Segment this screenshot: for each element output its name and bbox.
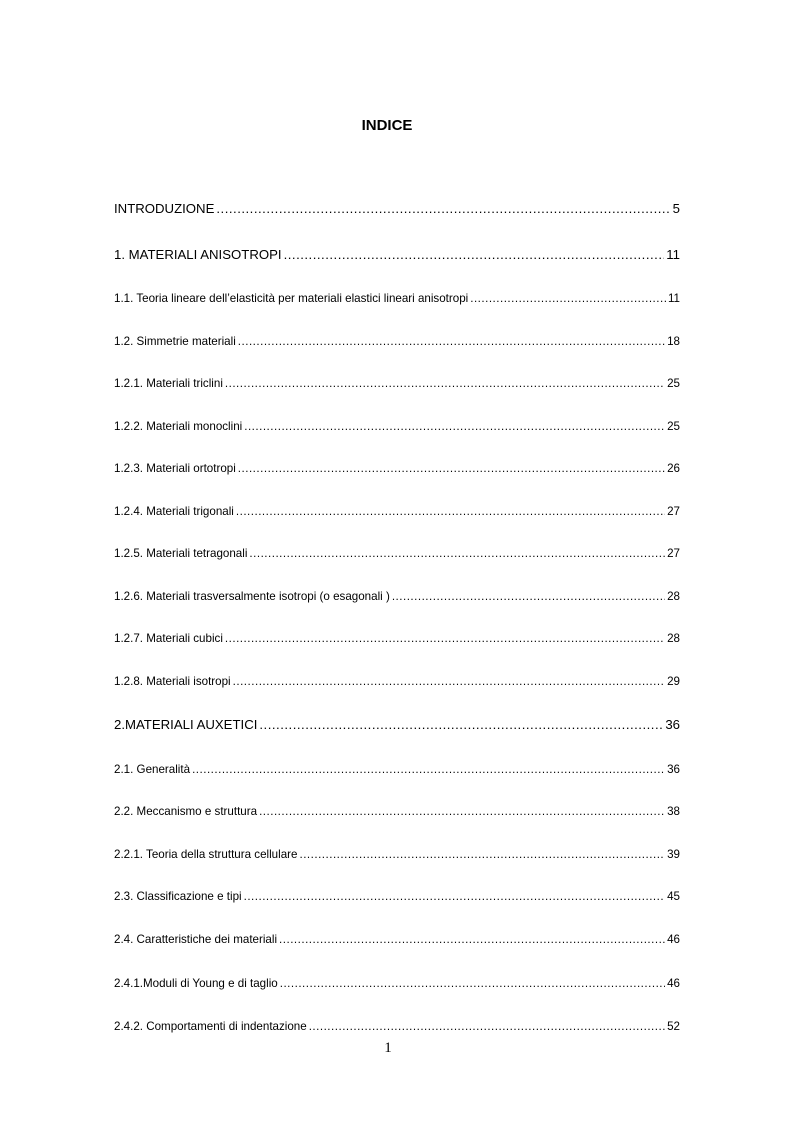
toc-entry-2-3[interactable] — [114, 890, 680, 903]
toc-entry-label: 2.2. Meccanismo e struttura — [114, 805, 258, 818]
toc-entry-1-2-7[interactable] — [114, 632, 680, 645]
toc-entry-label: 2.1. Generalità — [114, 763, 191, 776]
toc-entry-1-2-2[interactable] — [114, 420, 680, 433]
toc-entry-2-4[interactable] — [114, 933, 680, 946]
toc-entry-1-2-1[interactable] — [114, 377, 680, 390]
toc-entry-2-4-2[interactable] — [114, 1020, 680, 1033]
dot-leader — [225, 632, 665, 645]
toc-entry-label: 1.2.3. Materiali ortotropi — [114, 462, 236, 475]
toc-entry-page: 46 — [667, 933, 680, 946]
toc-entry-label: 1.1. Teoria lineare dell’elasticità per materiali elastici lineari anisotropi — [114, 292, 469, 305]
toc-entry-page: 27 — [667, 505, 680, 518]
dot-leader — [259, 717, 663, 732]
toc-entry-page: 5 — [672, 201, 680, 216]
toc-entry-page: 11 — [666, 247, 680, 262]
toc-entry-1-1[interactable] — [114, 292, 680, 305]
toc-entry-page: 36 — [667, 763, 680, 776]
toc-entry-chapter-2[interactable] — [114, 717, 680, 732]
toc-entry-page: 18 — [667, 335, 680, 348]
toc-entry-1-2-6[interactable] — [114, 590, 680, 603]
toc-entry-page: 26 — [667, 462, 680, 475]
toc-entry-label: 1.2.4. Materiali trigonali — [114, 505, 234, 518]
toc-entry-page: 28 — [667, 590, 680, 603]
toc-entry-page: 36 — [665, 717, 680, 732]
toc-entry-label: 2.3. Classificazione e tipi — [114, 890, 242, 903]
dot-leader — [470, 292, 666, 305]
dot-leader — [225, 377, 665, 390]
toc-entry-label: 1.2.5. Materiali tetragonali — [114, 547, 248, 560]
toc-entry-page: 28 — [667, 632, 680, 645]
toc-entry-label: 2.4. Caratteristiche dei materiali — [114, 933, 278, 946]
dot-leader — [284, 247, 665, 262]
toc-entry-2-2-1[interactable] — [114, 848, 680, 861]
dot-leader — [259, 805, 665, 818]
toc-entry-1-2[interactable] — [114, 335, 680, 348]
toc-entry-label: 2.2.1. Teoria della struttura cellulare — [114, 848, 298, 861]
toc-entry-page: 38 — [667, 805, 680, 818]
toc-entry-1-2-5[interactable] — [114, 547, 680, 560]
toc-entry-label: 1.2.1. Materiali triclini — [114, 377, 223, 390]
page-number: 1 — [384, 1040, 392, 1056]
dot-leader — [280, 977, 665, 990]
toc-entry-page: 39 — [667, 848, 680, 861]
toc-entry-page: 29 — [667, 675, 680, 688]
dot-leader — [309, 1020, 665, 1033]
toc-entry-label: 2.4.2. Comportamenti di indentazione — [114, 1020, 307, 1033]
toc-entry-chapter-1[interactable] — [114, 247, 680, 262]
toc-entry-1-2-3[interactable] — [114, 462, 680, 475]
toc-entry-1-2-4[interactable] — [114, 505, 680, 518]
toc-entry-page: 25 — [667, 420, 680, 433]
toc-entry-label: 1.2.2. Materiali monoclini — [114, 420, 243, 433]
toc-entry-label: 2.MATERIALI AUXETICI — [114, 717, 258, 732]
toc-entry-2-4-1[interactable] — [114, 977, 680, 990]
toc-entry-page: 25 — [667, 377, 680, 390]
dot-leader — [244, 890, 666, 903]
dot-leader — [392, 590, 665, 603]
toc-entry-page: 45 — [667, 890, 680, 903]
toc-entry-page: 52 — [667, 1020, 680, 1033]
dot-leader — [279, 933, 665, 946]
dot-leader — [216, 201, 670, 216]
toc-entry-1-2-8[interactable] — [114, 675, 680, 688]
dot-leader — [238, 462, 665, 475]
toc-entry-page: 27 — [667, 547, 680, 560]
toc-entry-label: 1. MATERIALI ANISOTROPI — [114, 247, 282, 262]
dot-leader — [249, 547, 665, 560]
page-title: INDICE — [361, 117, 413, 134]
toc-entry-label: 1.2.6. Materiali trasversalmente isotropi (o esagonali ) — [114, 590, 390, 603]
toc-entry-2-2[interactable] — [114, 805, 680, 818]
toc-entry-label: 2.4.1.Moduli di Young e di taglio — [114, 977, 278, 990]
toc-entry-page: 11 — [667, 292, 680, 305]
dot-leader — [299, 848, 665, 861]
toc-entry-label: 1.2.8. Materiali isotropi — [114, 675, 231, 688]
dot-leader — [236, 505, 665, 518]
toc-entry-introduzione[interactable] — [114, 201, 680, 216]
dot-leader — [192, 763, 665, 776]
dot-leader — [238, 335, 665, 348]
toc-entry-label: 1.2.7. Materiali cubici — [114, 632, 223, 645]
toc-entry-label: INTRODUZIONE — [114, 201, 215, 216]
toc-entry-page: 46 — [667, 977, 680, 990]
dot-leader — [244, 420, 665, 433]
toc-entry-2-1[interactable] — [114, 763, 680, 776]
dot-leader — [233, 675, 665, 688]
toc-entry-label: 1.2. Simmetrie materiali — [114, 335, 236, 348]
